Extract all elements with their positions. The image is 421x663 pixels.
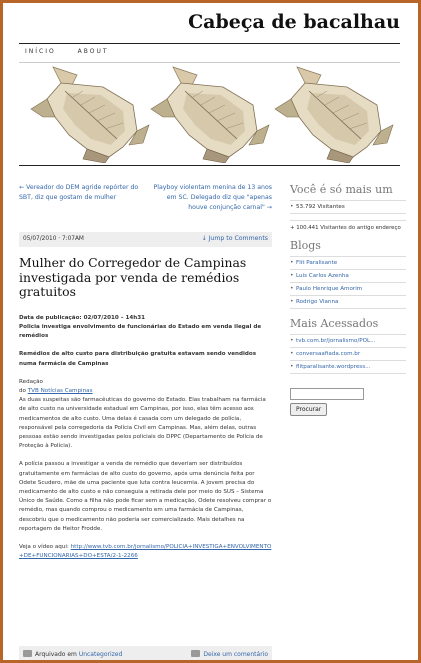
visitor-count: • 53.792 Visitantes bbox=[290, 201, 406, 214]
source-prefix: do bbox=[19, 388, 28, 394]
top-nav bbox=[25, 48, 127, 55]
publication-date: Data de publicação: 02/07/2010 – 14h31 bbox=[19, 314, 146, 321]
byline: Redação bbox=[19, 378, 43, 385]
post-title[interactable]: Mulher do Corregedor de Campinas investigada por venda de remédios gratuitos bbox=[19, 255, 247, 300]
post-lead-1: Policia investiga envolvimento de funcionárias do Estado em venda ilegal de remédios bbox=[19, 323, 262, 340]
post-body bbox=[19, 314, 272, 562]
post-footer-bar bbox=[19, 646, 272, 662]
post-paragraph-2: A polícia passou a investigar a venda de remédio que deveriam ser distribuídos gratuitamente em farmácias de alto custo do governo, após uma denúncia feita por Odete Scudero, mãe de uma paciente que luta contra leucemia. A jovem precisa do medicamento de alto custo e não conseguia a retirada dele por meio do SUS – Sistema Único de Saúde. Como a filha não pode ficar sem a medicação, Odete resolveu comprar o remédio, mas quando comprou o medicamento em uma farmácia de Campinas, descobriu que o medicamento não poderia ser comercializado. Mais detalhes na reportagem de Heitor Frodde. bbox=[19, 461, 272, 532]
sidebar-most-accessed-block bbox=[290, 317, 406, 374]
blog-link[interactable]: • Rodrigo Vianna bbox=[290, 296, 406, 309]
header-codfish-image bbox=[19, 65, 405, 163]
leave-comment-link[interactable]: Deixe um comentário bbox=[203, 651, 268, 658]
folder-icon bbox=[23, 650, 32, 657]
most-accessed-list bbox=[290, 334, 406, 374]
next-post-link[interactable]: Playboy violentam menina de 13 anos em SC. Delegado diz que "apenas houve conjunção carnal" → bbox=[153, 184, 272, 211]
blog-title[interactable]: Cabeça de bacalhau bbox=[188, 11, 400, 33]
most-accessed-link[interactable]: • flitparalisante.wordpress... bbox=[290, 361, 406, 374]
sidebar-blogs-block bbox=[290, 239, 406, 309]
blog-link[interactable]: • Flit Paralisante bbox=[290, 257, 406, 270]
sidebar-visitors-title: Você é só mais um bbox=[290, 183, 393, 196]
header-bottom-rule bbox=[19, 165, 400, 166]
post-lead-2: Remédios de alto custo para distribuição gratuita estavam sendo vendidos numa farmácia de Campinas bbox=[19, 351, 257, 367]
nav-item-about[interactable]: ABOUT bbox=[77, 48, 109, 55]
main-content bbox=[19, 183, 272, 570]
post-navigation bbox=[19, 183, 272, 223]
video-prefix: Veja o vídeo aqui: bbox=[19, 544, 71, 551]
sidebar-visitors-block bbox=[290, 183, 406, 231]
most-accessed-link[interactable]: • tvb.com.br/jornalismo/POL... bbox=[290, 335, 406, 348]
nav-bottom-rule bbox=[19, 62, 400, 63]
leave-comment[interactable] bbox=[191, 650, 268, 658]
old-address-visitors: + 100.441 Visitantes do antigo endereço bbox=[290, 220, 406, 231]
video-link[interactable]: http://www.tvb.com.br/jornalismo/POLICIA+INVESTIGA+ENVOLVIMENTO+DE+FUNCIONARIAS+DO+ESTA/2-1-2266 bbox=[19, 544, 272, 560]
post-date: 05/07/2010 · 7:07AM bbox=[23, 236, 84, 242]
nav-item-inicio[interactable]: INÍCIO bbox=[25, 48, 56, 55]
search-input[interactable] bbox=[290, 388, 364, 400]
search-widget bbox=[290, 388, 406, 416]
blog-link[interactable]: • Luis Carlos Azenha bbox=[290, 270, 406, 283]
source-link[interactable]: TVB Notícias Campinas bbox=[27, 388, 93, 394]
jump-to-comments-link[interactable]: ↓ Jump to Comments bbox=[201, 235, 268, 242]
sidebar bbox=[290, 183, 406, 416]
most-accessed-link[interactable]: • conversaafiada.com.br bbox=[290, 348, 406, 361]
sidebar-blogs-title: Blogs bbox=[290, 239, 321, 252]
filed-under bbox=[23, 650, 122, 658]
post-paragraph-1: As duas suspeitas são farmacêuticas do governo do Estado. Elas trabalham na farmácia de alto custo na universidade estadual em Campinas, por isso, elas têm acesso aos medicamentos de alto custo. Uma delas é casada com um delegado de polícia, responsável pela corregedoria da Polícia Civil em Campinas. Mas, além delas, outras pessoas estão sendo investigadas pelos policiais do DPPC (Departamento de Polícia de Proteção à Polícia). bbox=[19, 397, 266, 450]
blogs-list bbox=[290, 256, 406, 309]
previous-post-link[interactable]: ← Vereador do DEM agride repórter do SBT, diz que gostam de mulher bbox=[19, 184, 139, 201]
blog-link[interactable]: • Paulo Henrique Amorim bbox=[290, 283, 406, 296]
category-link[interactable]: Uncategorized bbox=[78, 651, 123, 658]
visitors-list bbox=[290, 200, 406, 214]
nav-top-rule bbox=[19, 43, 400, 44]
comment-icon bbox=[191, 650, 200, 657]
sidebar-most-accessed-title: Mais Acessados bbox=[290, 317, 379, 330]
filed-prefix: Arquivado em bbox=[35, 651, 79, 658]
search-button[interactable]: Procurar bbox=[290, 403, 327, 416]
post-meta-bar bbox=[19, 232, 272, 247]
